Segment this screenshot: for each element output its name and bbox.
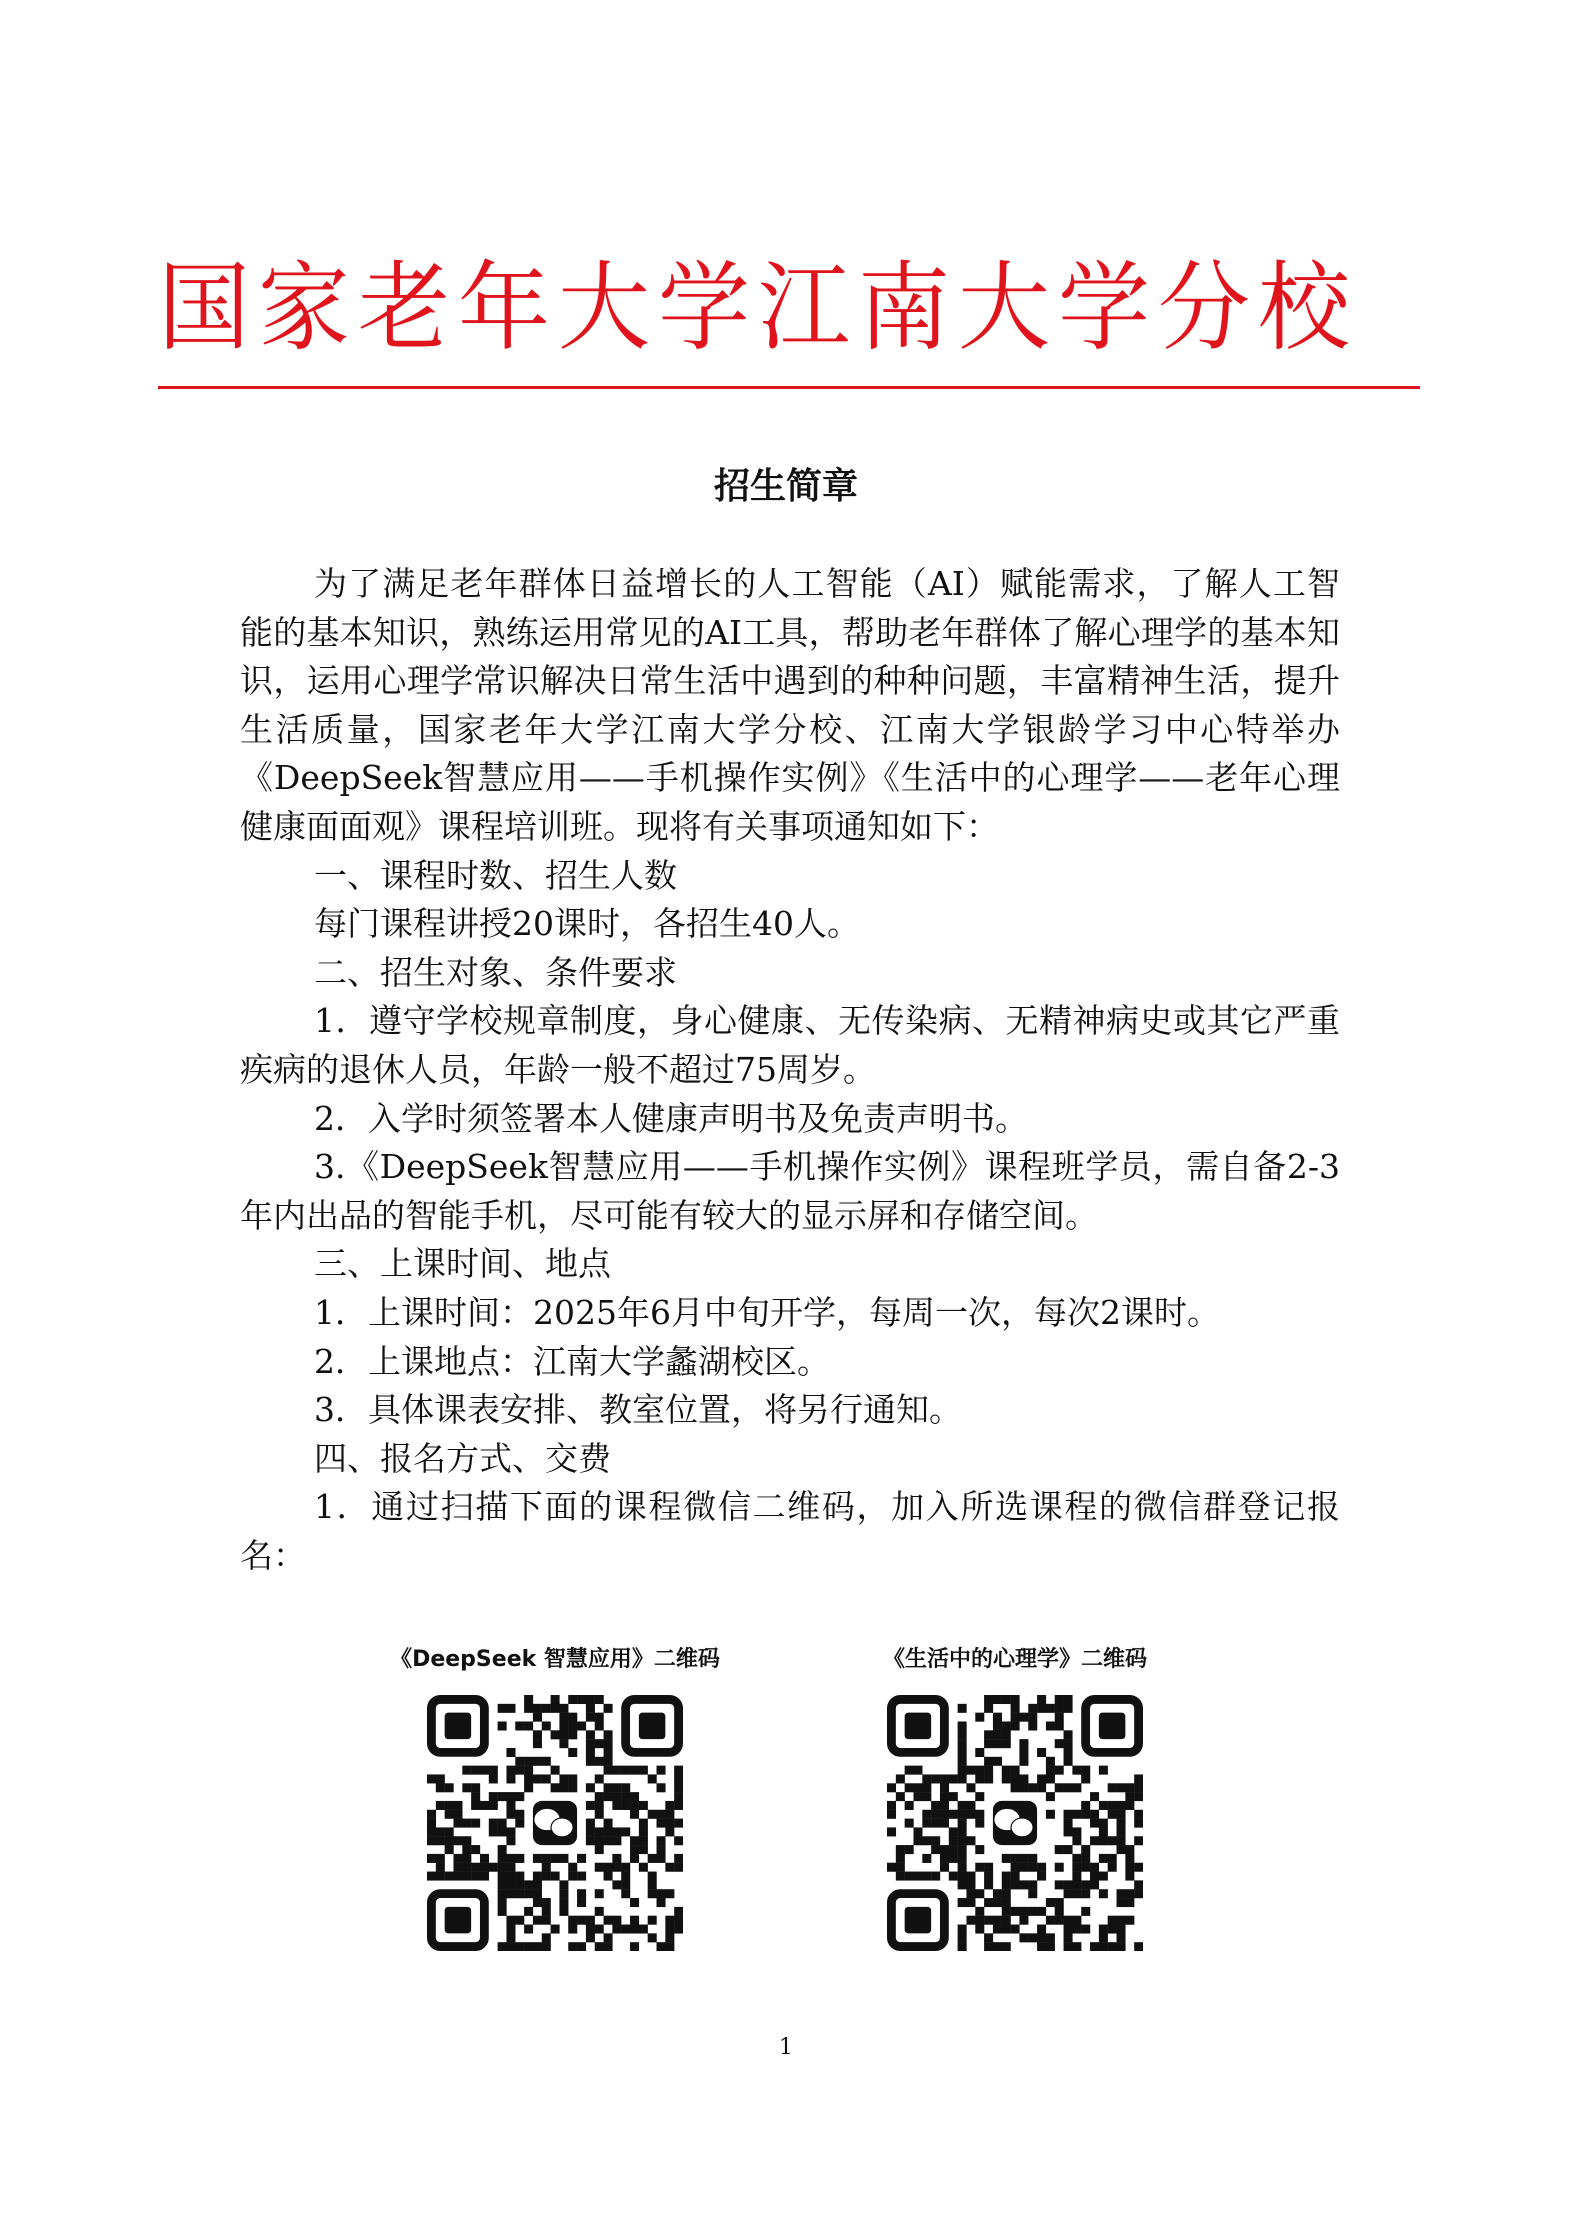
document-body	[240, 560, 1340, 1580]
page-number: 1	[779, 2035, 793, 2060]
section-heading-3: 三、上课时间、地点	[314, 1244, 611, 1284]
qr-finder-center	[639, 1713, 665, 1739]
qr-code-deepseek[interactable]	[427, 1695, 683, 1951]
qr-finder-center	[445, 1907, 471, 1933]
intro-paragraph: 为了满足老年群体日益增长的人工智能（AI）赋能需求，了解人工智能的基本知识，熟练运用常见的AI工具，帮助老年群体了解心理学的基本知识，运用心理学常识解决日常生活中遇到的种种问题，丰富精神生活，提升生活质量，国家老年大学江南大学分校、江南大学银龄学习中心特举办《DeepSeek智慧应用——手机操作实例》《生活中的心理学——老年心理健康面面观》课程培训班。现将有关事项通知如下：	[240, 564, 1340, 846]
body-paragraph: 1．通过扫描下面的课程微信二维码，加入所选课程的微信群登记报名：	[240, 1487, 1340, 1575]
qr-caption-deepseek: 《DeepSeek 智慧应用》二维码	[390, 1647, 720, 1672]
qr-finder-center	[1099, 1713, 1125, 1739]
qr-block-psychology	[835, 1642, 1195, 1951]
wechat-bubble-icon	[1011, 1818, 1033, 1837]
qr-finder-center	[905, 1907, 931, 1933]
school-name-header: 国家老年大学江南大学分校	[158, 251, 1359, 364]
body-paragraph: 1．遵守学校规章制度，身心健康、无传染病、无精神病史或其它严重疾病的退休人员，年龄一般不超过75周岁。	[240, 1001, 1340, 1089]
section-heading-4: 四、报名方式、交费	[314, 1438, 611, 1478]
section-heading-1: 一、课程时数、招生人数	[314, 855, 677, 895]
qr-finder-center	[905, 1713, 931, 1739]
header-divider	[158, 386, 1420, 389]
wechat-bubble-icon	[551, 1818, 573, 1837]
qr-finder-center	[445, 1713, 471, 1739]
section-heading-2: 二、招生对象、条件要求	[314, 952, 677, 992]
body-paragraph: 2．上课地点：江南大学蠡湖校区。	[314, 1341, 830, 1381]
body-paragraph: 3．具体课表安排、教室位置，将另行通知。	[314, 1390, 962, 1430]
qr-caption-psychology: 《生活中的心理学》二维码	[882, 1647, 1147, 1672]
body-paragraph: 2．入学时须签署本人健康声明书及免责声明书。	[314, 1098, 1028, 1138]
body-paragraph: 每门课程讲授20课时，各招生40人。	[314, 904, 860, 944]
document-title: 招生简章	[713, 466, 858, 507]
body-paragraph: 1．上课时间：2025年6月中旬开学，每周一次，每次2课时。	[314, 1292, 1220, 1332]
body-paragraph: 3.《DeepSeek智慧应用——手机操作实例》课程班学员，需自备2-3年内出品的智能手机，尽可能有较大的显示屏和存储空间。	[240, 1147, 1340, 1235]
qr-code-psychology[interactable]	[887, 1695, 1143, 1951]
qr-block-deepseek	[375, 1642, 735, 1951]
